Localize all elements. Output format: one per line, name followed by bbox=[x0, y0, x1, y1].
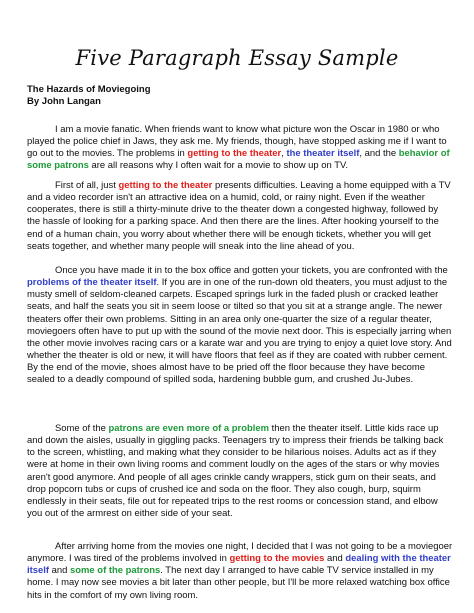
text-run: and bbox=[324, 553, 346, 565]
essay-title: The Hazards of Moviegoing bbox=[27, 84, 151, 95]
essay-author: By John Langan bbox=[27, 96, 101, 107]
highlight-green: patrons are even more of a problem bbox=[108, 423, 269, 434]
text-run: , and the bbox=[359, 148, 399, 160]
page-title: Five Paragraph Essay Sample bbox=[75, 46, 399, 70]
highlight-blue: the theater itself bbox=[286, 148, 360, 160]
highlight-blue: dealing with the theater itself bbox=[27, 553, 451, 577]
paragraph-intro bbox=[27, 124, 453, 173]
paragraph-body-1 bbox=[27, 180, 453, 253]
text-run: Some of the bbox=[55, 423, 109, 434]
text-run: I am a movie fanatic. When friends want to know what picture won the Oscar in 1980 or who played the police chief in Jaws, they ask me. My friends, though, have stopped asking me if I want to go out to the movies. The problems in bbox=[27, 124, 447, 160]
highlight-green: some of the patrons bbox=[70, 565, 161, 577]
text-run: . The next day I arranged to have cable TV service installed in my home. I may now see movies a bit later than other people, but I'll be more relaxed watching box office hits in the comfort of my own living room. bbox=[27, 565, 450, 601]
paragraph-body-2 bbox=[27, 265, 453, 387]
paragraph bbox=[27, 265, 453, 387]
text-run: then the theater itself. Little kids race up and down the aisles, usually in giggling packs. Teenagers try to impress their friends be talking back to the screen, whistling, and making what they consider to be hilarious noises. Adults act as if they were at home in their own living rooms and comment loudly on the ages of the stars or why movies aren't good anymore. And people of all ages crinkle candy wrappers, stick gum on their seats, and drop popcorn tubs or cups of crushed ice and soda on the floor. They also cough, burp, squirm endlessly in their seats, file out for repeated trips to the rest rooms or concession stand, and elbow you out of the armrest on either side of your seat. bbox=[27, 423, 444, 520]
text-run: and bbox=[49, 565, 71, 577]
text-run: are all reasons why I often wait for a movie to show up on TV. bbox=[88, 160, 349, 172]
paragraph bbox=[27, 180, 453, 253]
highlight-blue: problems of the theater itself bbox=[27, 277, 157, 289]
paragraph bbox=[27, 423, 453, 520]
text-run: . If you are in one of the run-down old theaters, you must adjust to the musty smell of seldom-cleaned carpets. Escaped springs lurk in the faded plush or cracked leather seats, and half the seats you sit in seem loose or tilted so that you sit at a strange angle. The newer theaters offer their own problems. Sitting in an area only one-quarter the size of a regular theater, moviegoers often have to put up with the sound of the movie next door. This is especially jarring when the other movie involves racing cars or a karate war and you are trying to enjoy a quiet love story. And whether the theater is old or new, it will have floors that feel as if they are coated with rubber cement. By the end of the movie, shoes almost have to be pried off the floor because they have become sealed to a deadly compound of spilled soda, hardening bubble gum, and crushed Ju-Jubes. bbox=[27, 277, 452, 386]
paragraph bbox=[27, 541, 453, 602]
text-run: After arriving home from the movies one night, I decided that I was not going to be a moviegoer anymore. I was tired of the problems involved in bbox=[27, 541, 453, 565]
highlight-red: getting to the theater bbox=[187, 148, 282, 160]
paragraph bbox=[27, 124, 453, 173]
paragraph-body-3 bbox=[27, 423, 453, 520]
highlight-red: getting to the movies bbox=[229, 553, 325, 565]
text-run: , bbox=[281, 148, 287, 160]
text-run: First of all, just bbox=[55, 180, 119, 191]
text-run: presents difficulties. Leaving a home equipped with a TV and a video recorder isn't an attractive idea on a humid, cold, or rainy night. Even if the weather cooperates, there is still a thirty-minute drive to the theater down a congested highway, followed by the hassle of looking for a parking space. And then there are the lines. After hooking yourself to the end of a human chain, you worry about whether there will be enough tickets, whether you will get seats together, and whether many people will sneak into the line ahead of you. bbox=[27, 180, 451, 252]
paragraph-conclusion bbox=[27, 541, 453, 602]
text-run: Once you have made it in to the box office and gotten your tickets, you are confronted with the bbox=[55, 265, 448, 276]
highlight-green: behavior of some patrons bbox=[27, 148, 450, 172]
highlight-red: getting to the theater bbox=[118, 180, 213, 191]
